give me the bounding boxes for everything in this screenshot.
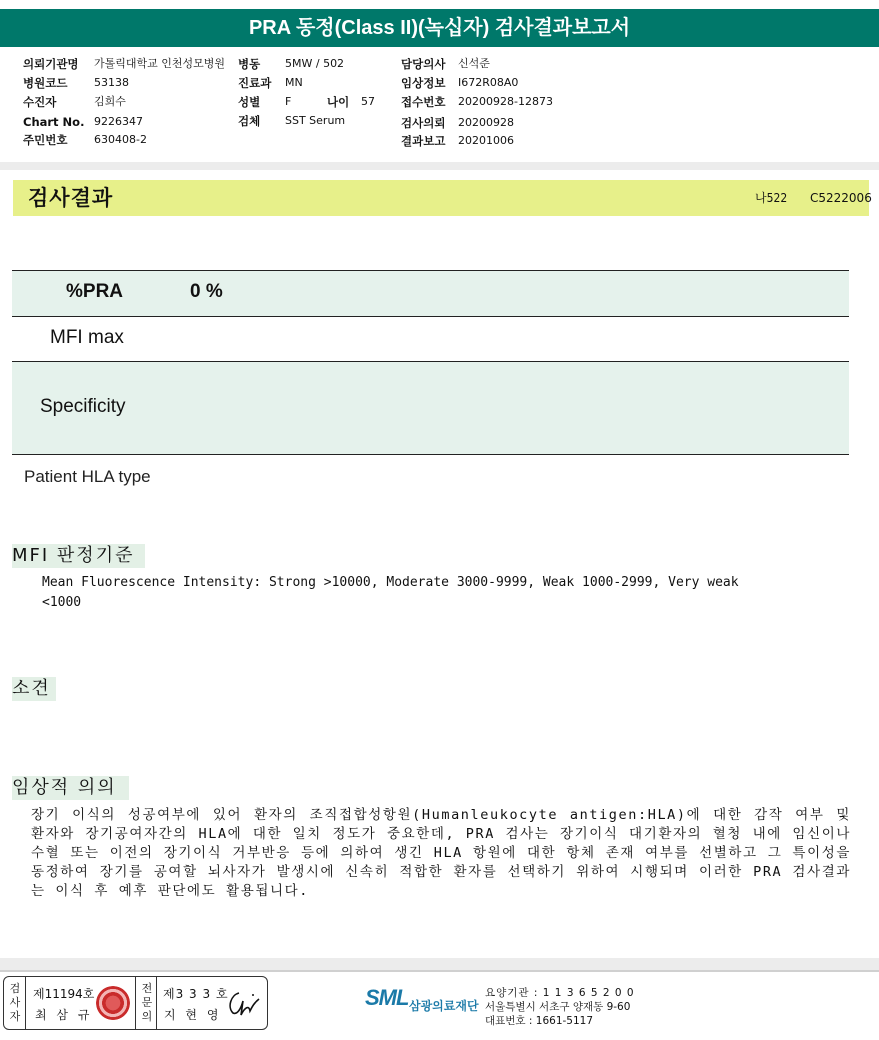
department-value: MN xyxy=(285,76,303,89)
doctor-value: 신석준 xyxy=(458,57,490,70)
request-date-value: 20200928 xyxy=(458,116,514,129)
patient-hla-label: Patient HLA type xyxy=(24,467,151,486)
care-code: 요양기관 : 1 1 3 6 5 2 0 0 xyxy=(485,987,635,999)
signature-box xyxy=(3,976,268,1030)
footer-rule xyxy=(0,970,879,972)
ward-value: 5MW / 502 xyxy=(285,57,345,70)
org-name: 삼광의료재단 xyxy=(409,999,479,1013)
chart-no-label: Chart No. xyxy=(23,115,85,129)
clinical-significance-text: 장기 이식의 성공여부에 있어 환자의 조직접합성항원(Humanleukocyte antigen:HLA)에 대한 감작 여부 및 환자와 장기공여자간의 HLA에 대한 일치 정도가 중요한데, PRA 검사는 장기이식 대기환자의 혈청 내에 임신이나 수혈 또는 이전의 장기이식 거부반응 등에 의하여 생긴 HLA 항원에 대한 항체 존재 여부를 선별하고 그 특이성을 동정하여 장기를 공여할 뇌사자가 발생시에 신속히 적합한 환자를 선택하기 위하여 시행되며 이러한 PRA 검사결과는 이식 후 예후 판단에도 활용됩니다. xyxy=(31,807,851,899)
specialist-license: 제3 3 3 호 xyxy=(163,987,229,1001)
seal-icon xyxy=(96,986,130,1020)
age-label: 나이 xyxy=(327,95,350,109)
sml-logo xyxy=(365,985,408,1011)
tester-label: 검사자 xyxy=(9,982,21,1023)
specialist-label: 전문의 xyxy=(141,982,153,1023)
opinion-heading: 소견 xyxy=(12,677,56,701)
divider xyxy=(0,162,879,170)
mfi-criteria-line-1: Mean Fluorescence Intensity: Strong >10000, Moderate 3000-9999, Weak 1000-2999, Very weak xyxy=(42,575,739,590)
pra-value: 0 % xyxy=(190,281,223,302)
sml-logo-text: SML xyxy=(365,985,409,1010)
result-title: 검사결과 xyxy=(28,186,114,210)
patient-label: 수진자 xyxy=(23,95,57,109)
report-title: PRA 동정(Class II)(녹십자) 검사결과보고서 xyxy=(0,9,879,47)
mfi-max-row xyxy=(12,317,849,361)
clinical-info-value: I672R08A0 xyxy=(458,76,519,89)
hospital-label: 의뢰기관명 xyxy=(23,57,79,71)
department-label: 진료과 xyxy=(238,76,272,90)
patient-info xyxy=(0,52,879,162)
specimen-label: 검체 xyxy=(238,114,261,128)
tester-column xyxy=(4,977,26,1029)
specialist-name: 지 현 영 xyxy=(164,1008,222,1022)
receipt-no-label: 접수번호 xyxy=(401,95,446,109)
specificity-label: Specificity xyxy=(40,396,126,417)
ward-label: 병동 xyxy=(238,57,261,71)
tester-name: 최 삼 규 xyxy=(35,1008,93,1022)
pra-row xyxy=(12,271,849,316)
clinical-significance-heading: 임상적 의의 xyxy=(12,776,129,800)
tester-license: 제11194호 xyxy=(33,987,95,1001)
sex-value: F xyxy=(285,95,292,108)
specimen-value: SST Serum xyxy=(285,114,346,127)
org-phone: 대표번호 : 1661-5117 xyxy=(485,1015,594,1027)
result-code-2: C5222006 xyxy=(810,191,872,205)
pra-label: %PRA xyxy=(66,281,124,302)
divider xyxy=(0,958,879,970)
specialist-column xyxy=(135,977,157,1029)
specificity-row xyxy=(12,362,849,454)
doctor-label: 담당의사 xyxy=(401,57,446,71)
patient-value: 김희수 xyxy=(94,95,126,108)
age-value: 57 xyxy=(361,95,375,108)
signature-icon xyxy=(225,987,261,1019)
resident-no-value: 630408-2 xyxy=(94,133,147,146)
hospital-code-label: 병원코드 xyxy=(23,76,68,90)
result-header xyxy=(13,180,872,216)
mfi-criteria-heading: MFI 판정기준 xyxy=(12,544,145,568)
mfi-criteria-line-2: <1000 xyxy=(42,595,82,610)
hospital-value: 가톨릭대학교 인천성모병원 xyxy=(94,57,226,70)
sex-label: 성별 xyxy=(238,95,261,109)
resident-no-label: 주민번호 xyxy=(23,133,68,147)
report-date-label: 결과보고 xyxy=(401,134,446,148)
request-date-label: 검사의뢰 xyxy=(401,116,446,130)
table-rule xyxy=(12,454,849,455)
mfi-max-label: MFI max xyxy=(50,327,124,348)
report-date-value: 20201006 xyxy=(458,134,514,147)
org-address: 서울특별시 서초구 양재동 9-60 xyxy=(485,1001,631,1013)
hospital-code-value: 53138 xyxy=(94,76,129,89)
chart-no-value: 9226347 xyxy=(94,115,143,128)
clinical-info-label: 임상정보 xyxy=(401,76,446,90)
receipt-no-value: 20200928-12873 xyxy=(458,95,553,108)
result-code-1: 나522 xyxy=(755,191,788,205)
